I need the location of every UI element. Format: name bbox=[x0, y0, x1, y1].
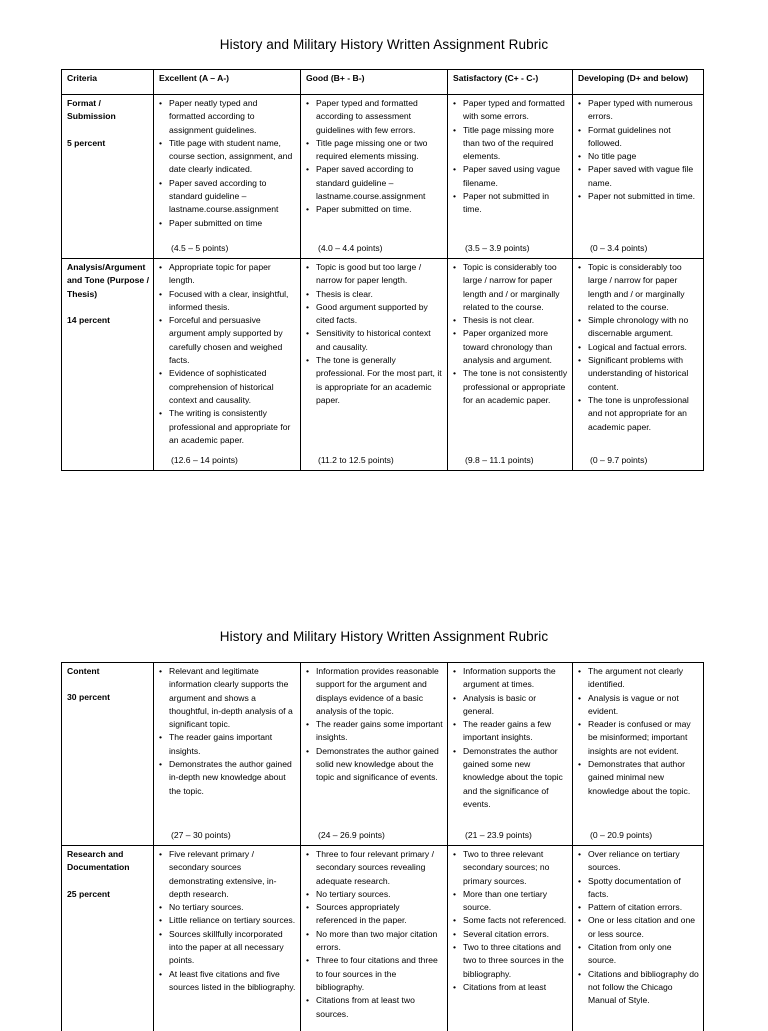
criteria-name: Research and Documentation bbox=[67, 848, 149, 875]
rubric-cell-content bbox=[578, 97, 699, 255]
criteria-list bbox=[306, 261, 443, 407]
criteria-weight: 25 percent bbox=[67, 888, 149, 901]
list-item: • Good argument supported by cited facts. bbox=[306, 301, 443, 328]
rubric-cell bbox=[154, 95, 301, 259]
list-item: • Paper not submitted in time. bbox=[453, 190, 568, 217]
rubric-cell-content bbox=[159, 261, 296, 467]
table-row bbox=[62, 259, 704, 471]
list-item: • Demonstrates the author gained solid new knowledge about the topic and significance of events. bbox=[306, 745, 443, 785]
criteria-list bbox=[578, 665, 699, 798]
list-item: • At least five citations and five sources listed in the bibliography. bbox=[159, 968, 296, 995]
rubric-cell-content bbox=[306, 261, 443, 467]
rubric-cell-content bbox=[306, 848, 443, 1028]
points-range: (4.5 – 5 points) bbox=[159, 242, 296, 255]
page-title: History and Military History Written Assignment Rubric bbox=[0, 629, 768, 644]
criteria-weight: 30 percent bbox=[67, 691, 149, 704]
list-item: • Some facts not referenced. bbox=[453, 914, 568, 927]
list-item: • Thesis is not clear. bbox=[453, 314, 568, 327]
list-item: • No more than two major citation errors. bbox=[306, 928, 443, 955]
rubric-cell bbox=[573, 95, 704, 259]
list-item: • Paper typed and formatted according to assessment guidelines with few errors. bbox=[306, 97, 443, 137]
list-item: • Pattern of citation errors. bbox=[578, 901, 699, 914]
list-item: • Relevant and legitimate information clearly supports the argument and shows a thoughtful, in-depth analysis of a significant topic. bbox=[159, 665, 296, 731]
criteria-list bbox=[578, 848, 699, 1008]
list-item: • Sources skillfully incorporated into the paper at all necessary points. bbox=[159, 928, 296, 968]
list-item: • Thesis is clear. bbox=[306, 288, 443, 301]
rubric-cell-content bbox=[578, 848, 699, 1028]
criteria-cell bbox=[62, 259, 154, 471]
list-item: • Paper neatly typed and formatted according to assignment guidelines. bbox=[159, 97, 296, 137]
rubric-cell bbox=[154, 663, 301, 846]
list-item: • Logical and factual errors. bbox=[578, 341, 699, 354]
header-good: Good (B+ - B-) bbox=[301, 70, 448, 95]
header-excellent: Excellent (A – A-) bbox=[154, 70, 301, 95]
list-item: • The reader gains important insights. bbox=[159, 731, 296, 758]
list-item: • Significant problems with understanding of historical content. bbox=[578, 354, 699, 394]
rubric-cell bbox=[301, 259, 448, 471]
list-item: • The tone is generally professional. For the most part, it is appropriate for an academic paper. bbox=[306, 354, 443, 407]
criteria-weight: 14 percent bbox=[67, 314, 149, 327]
rubric-table bbox=[61, 69, 704, 471]
rubric-cell-content bbox=[453, 848, 568, 1028]
points-range: (24 – 26.9 points) bbox=[306, 829, 443, 842]
rubric-cell bbox=[448, 259, 573, 471]
criteria-list bbox=[306, 665, 443, 785]
list-item: • Simple chronology with no discernable argument. bbox=[578, 314, 699, 341]
list-item: • More than one tertiary source. bbox=[453, 888, 568, 915]
list-item: • The tone is not consistently professional or appropriate for an academic paper. bbox=[453, 367, 568, 407]
criteria-name: Content bbox=[67, 665, 149, 678]
list-item: • Paper not submitted in time. bbox=[578, 190, 699, 203]
list-item: • Topic is considerably too large / narrow for paper length and / or marginally related to the course. bbox=[578, 261, 699, 314]
table-row bbox=[62, 663, 704, 846]
criteria-list bbox=[159, 848, 296, 994]
list-item: • Spotty documentation of facts. bbox=[578, 875, 699, 902]
list-item: • Title page with student name, course section, assignment, and date clearly indicated. bbox=[159, 137, 296, 177]
header-criteria: Criteria bbox=[62, 70, 154, 95]
criteria-list bbox=[306, 848, 443, 1021]
list-item: • Reader is confused or may be misinformed; important insights are not evident. bbox=[578, 718, 699, 758]
rubric-cell-content bbox=[306, 97, 443, 255]
list-item: • Paper typed and formatted with some errors. bbox=[453, 97, 568, 124]
list-item: • The writing is consistently professional and appropriate for an academic paper. bbox=[159, 407, 296, 447]
rubric-cell bbox=[573, 663, 704, 846]
list-item: • Two to three relevant secondary sources; no primary sources. bbox=[453, 848, 568, 888]
criteria-list bbox=[453, 665, 568, 811]
list-item: • Topic is considerably too large / narrow for paper length and / or marginally related to the course. bbox=[453, 261, 568, 314]
criteria-list bbox=[578, 261, 699, 434]
rubric-cell bbox=[154, 259, 301, 471]
points-range: (27 – 30 points) bbox=[159, 829, 296, 842]
list-item: • The reader gains a few important insights. bbox=[453, 718, 568, 745]
criteria-cell bbox=[62, 663, 154, 846]
criteria-list bbox=[159, 261, 296, 447]
points-range: (9.8 – 11.1 points) bbox=[453, 454, 568, 467]
list-item: • Citations from at least bbox=[453, 981, 568, 994]
points-range: (0 – 20.9 points) bbox=[578, 829, 699, 842]
list-item: • Title page missing more than two of the required elements. bbox=[453, 124, 568, 164]
list-item: • Information supports the argument at times. bbox=[453, 665, 568, 692]
list-item: • The tone is unprofessional and not appropriate for an academic paper. bbox=[578, 394, 699, 434]
header-row bbox=[62, 70, 704, 95]
rubric-cell-content bbox=[306, 665, 443, 842]
list-item: • Demonstrates that author gained minimal new knowledge about the topic. bbox=[578, 758, 699, 798]
rubric-cell-content bbox=[578, 665, 699, 842]
rubric-cell-content bbox=[159, 848, 296, 1028]
list-item: • Title page missing one or two required elements missing. bbox=[306, 137, 443, 164]
points-range: (0 – 9.7 points) bbox=[578, 454, 699, 467]
points-range: (0 – 3.4 points) bbox=[578, 242, 699, 255]
list-item: • Format guidelines not followed. bbox=[578, 124, 699, 151]
criteria-name: Format / Submission bbox=[67, 97, 149, 124]
criteria-list bbox=[578, 97, 699, 203]
list-item: • Focused with a clear, insightful, informed thesis. bbox=[159, 288, 296, 315]
criteria-cell bbox=[62, 95, 154, 259]
list-item: • Demonstrates the author gained some new knowledge about the topic and the significance of events. bbox=[453, 745, 568, 811]
points-range: (11.2 to 12.5 points) bbox=[306, 454, 443, 467]
list-item: • Over reliance on tertiary sources. bbox=[578, 848, 699, 875]
list-item: • Paper saved according to standard guideline – lastname.course.assignment bbox=[159, 177, 296, 217]
rubric-cell-content bbox=[578, 261, 699, 467]
rubric-table bbox=[61, 662, 704, 1031]
table-row bbox=[62, 846, 704, 1031]
criteria-list bbox=[453, 97, 568, 217]
list-item: • Paper saved according to standard guideline – lastname.course.assignment bbox=[306, 163, 443, 203]
header-developing: Developing (D+ and below) bbox=[573, 70, 704, 95]
list-item: • Information provides reasonable support for the argument and displays evidence of a basic analysis of the topic. bbox=[306, 665, 443, 718]
rubric-cell bbox=[448, 846, 573, 1031]
list-item: • Paper submitted on time bbox=[159, 217, 296, 230]
list-item: • No tertiary sources. bbox=[306, 888, 443, 901]
list-item: • Little reliance on tertiary sources. bbox=[159, 914, 296, 927]
points-range: (21 – 23.9 points) bbox=[453, 829, 568, 842]
points-range: (12.6 – 14 points) bbox=[159, 454, 296, 467]
list-item: • Paper saved with vague file name. bbox=[578, 163, 699, 190]
list-item: • Five relevant primary / secondary sources demonstrating extensive, in-depth research. bbox=[159, 848, 296, 901]
rubric-cell-content bbox=[453, 261, 568, 467]
header-satisfactory: Satisfactory (C+ - C-) bbox=[448, 70, 573, 95]
page-title: History and Military History Written Assignment Rubric bbox=[0, 37, 768, 52]
list-item: • Citation from only one source. bbox=[578, 941, 699, 968]
rubric-cell bbox=[573, 846, 704, 1031]
criteria-list bbox=[306, 97, 443, 217]
list-item: • Paper submitted on time. bbox=[306, 203, 443, 216]
rubric-cell-content bbox=[159, 97, 296, 255]
criteria-list bbox=[453, 261, 568, 407]
rubric-cell bbox=[448, 663, 573, 846]
rubric-cell bbox=[301, 846, 448, 1031]
list-item: • Paper typed with numerous errors. bbox=[578, 97, 699, 124]
list-item: • Paper organized more toward chronology than analysis and argument. bbox=[453, 327, 568, 367]
list-item: • No title page bbox=[578, 150, 699, 163]
list-item: • Evidence of sophisticated comprehension of historical context and causality. bbox=[159, 367, 296, 407]
list-item: • Three to four citations and three to four sources in the bibliography. bbox=[306, 954, 443, 994]
rubric-cell bbox=[154, 846, 301, 1031]
list-item: • Appropriate topic for paper length. bbox=[159, 261, 296, 288]
rubric-cell bbox=[301, 663, 448, 846]
rubric-cell-content bbox=[453, 665, 568, 842]
criteria-cell bbox=[62, 846, 154, 1031]
list-item: • Analysis is basic or general. bbox=[453, 692, 568, 719]
list-item: • Forceful and persuasive argument amply supported by carefully chosen and weighed facts. bbox=[159, 314, 296, 367]
list-item: • Paper saved using vague filename. bbox=[453, 163, 568, 190]
list-item: • Several citation errors. bbox=[453, 928, 568, 941]
list-item: • Citations and bibliography do not follow the Chicago Manual of Style. bbox=[578, 968, 699, 1008]
list-item: • Sources appropriately referenced in the paper. bbox=[306, 901, 443, 928]
list-item: • Demonstrates the author gained in-depth new knowledge about the topic. bbox=[159, 758, 296, 798]
rubric-cell bbox=[301, 95, 448, 259]
criteria-list bbox=[159, 97, 296, 230]
list-item: • Topic is good but too large / narrow for paper length. bbox=[306, 261, 443, 288]
list-item: • The reader gains some important insights. bbox=[306, 718, 443, 745]
points-range: (4.0 – 4.4 points) bbox=[306, 242, 443, 255]
criteria-list bbox=[159, 665, 296, 798]
list-item: • Citations from at least two sources. bbox=[306, 994, 443, 1021]
list-item: • Sensitivity to historical context and causality. bbox=[306, 327, 443, 354]
criteria-name: Analysis/Argument and Tone (Purpose / Thesis) bbox=[67, 261, 149, 301]
rubric-cell-content bbox=[453, 97, 568, 255]
points-range: (3.5 – 3.9 points) bbox=[453, 242, 568, 255]
table-row bbox=[62, 95, 704, 259]
criteria-weight: 5 percent bbox=[67, 137, 149, 150]
rubric-cell bbox=[448, 95, 573, 259]
rubric-cell-content bbox=[159, 665, 296, 842]
list-item: • Two to three citations and two to three sources in the bibliography. bbox=[453, 941, 568, 981]
criteria-list bbox=[453, 848, 568, 994]
list-item: • One or less citation and one or less source. bbox=[578, 914, 699, 941]
list-item: • No tertiary sources. bbox=[159, 901, 296, 914]
list-item: • The argument not clearly identified. bbox=[578, 665, 699, 692]
rubric-cell bbox=[573, 259, 704, 471]
list-item: • Analysis is vague or not evident. bbox=[578, 692, 699, 719]
list-item: • Three to four relevant primary / secondary sources revealing adequate research. bbox=[306, 848, 443, 888]
